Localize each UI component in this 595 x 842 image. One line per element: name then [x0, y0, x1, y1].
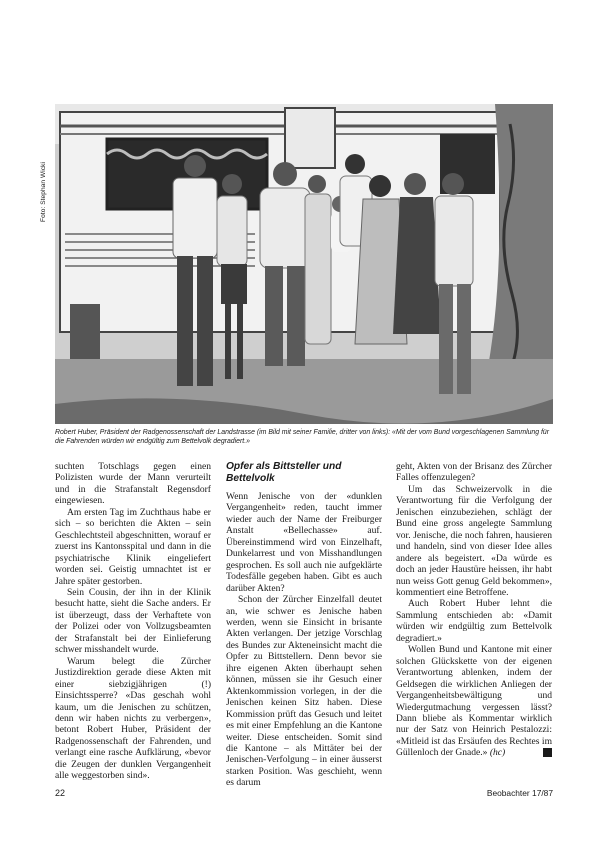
paragraph — [396, 644, 560, 759]
end-mark-icon: B — [543, 748, 552, 757]
article-column-3 — [396, 461, 560, 759]
paragraph: Wenn Jenische von der «dunklen Vergangenheit» reden, taucht immer wieder auch der Name der Freiburger Anstalt «Bellechasse» auf. Übereinstimmend wird von Einzelhaft, Dunkelarrest und von Misshandlungen gesprochen. Es soll auch nie aufgeklärte Todesfälle gegeben haben. Gibt es auch darüber Akten? — [226, 491, 382, 594]
photo-credit — [40, 104, 54, 224]
paragraph: Warum belegt die Zürcher Justizdirektion gerade diese Akten mit einer siebzigjährigen (!) Einsichtssperre? «Das geschah wohl kaum, um die Jenischen zu schützen, denn wir haben nichts zu verbergen», betont Robert Huber, Präsident der Radgenossenschaft der Fahrenden, und verlangt eine rasche Aufklärung, «bevor die Zeugen der dunklen Vergangenheit alle weggestorben sind». — [55, 655, 211, 782]
publication-info: Beobachter 17/87 — [486, 788, 553, 798]
paragraph: Am ersten Tag im Zuchthaus habe er sich – so berichten die Akten – sein Geschlechtsteil abgeschnitten, worauf er zuerst ins Kantonsspital und dann in die psychiatrische Klinik eingeliefert worden sei. Geistig umnachtet ist er Jahre später gestorben. — [55, 506, 211, 587]
paragraph: Auch Robert Huber lehnt die Sammlung entschieden ab: «Damit würden wir endgültig zum Bettelvolk degradiert.» — [396, 598, 552, 644]
paragraph: Schon der Zürcher Einzelfall deutet an, wie schwer es Jenische haben werden, wenn sie Einsicht in brisante Akten verlangen. Der jetzige Vorschlag des Bundes zur Akteneinsicht macht die Opfer zu Bittstellern. Denn bevor sie ihre eigenen Akten überhaupt sehen können, müssen sie ihr Gesuch einer Aktenkommission vorlegen, in der die Jenischen keinen Sitz haben. Diese Kommission prüft das Gesuch und leitet es mit einer Empfehlung an die Kantone weiter. Diese entscheiden. Somit sind die Kantone – als Mittäter bei der Jenischen-Verfolgung – in einer äusserst starken Position. Was geschieht, wenn es darum — [226, 594, 382, 789]
article-column-1 — [55, 461, 211, 782]
section-heading: Opfer als Bittsteller und Bettelvolk — [226, 461, 342, 484]
photo-credit-text: Foto: Stephan Wicki — [40, 161, 47, 222]
page-number: 22 — [55, 788, 66, 798]
author-tag: (hc) — [489, 747, 506, 759]
family-photo — [55, 104, 553, 424]
paragraph: Sein Cousin, der ihn in der Klinik besucht hatte, sieht die Sache anders. Er ist überzeugt, dass der Verhaftete von der Polizei oder von Vollzugsbeamten der Strafanstalt bei der Einlieferung schwer misshandelt wurde. — [55, 586, 211, 656]
paragraph-text: Wollen Bund und Kantone mit einer solchen Glückskette von der eigenen Verantwortung ablenken, indem der Geldsegen die wirklichen Anliegen der Vergangenheitsbewältigung und Wiedergutmachung vergessen lässt? Dann bliebe als Kommentar wirklich nur der Satz von Heinrich Pestalozzi: «Mitleid ist das Ersäufen des Rechtes im Güllenloch der Gnade.» — [396, 644, 552, 759]
photo-illustration — [55, 104, 553, 424]
paragraph: geht, Akten von der Brisanz des Zürcher Falles offenzulegen? — [396, 461, 552, 484]
photo-caption: Robert Huber, Präsident der Radgenossenschaft der Landstrasse (im Bild mit seiner Familie, dritter von links): «Mit der vom Bund vorgeschlagenen Sammlung für die Fahrenden würden wir endgültig zum Bettelvolk degradiert.» — [55, 429, 550, 446]
paragraph: suchten Totschlags gegen einen Polizisten wurde der Mann verurteilt und in die Strafanstalt Regensdorf eingewiesen. — [55, 461, 211, 507]
paragraph: Um das Schweizervolk in die Verantwortung für die Verfolgung der Jenischen einzubeziehen, schlägt der Bund eine gross angelegte Sammlung vor. Jenische, die noch fahren, hausieren und handeln, sind von dieser Idee alles andere als begeistert. «Da würde es doch an jeder Haustüre heissen, ihr habt nun weiss Gott genug Geld bekommen», kommentiert eine Betroffene. — [396, 483, 552, 598]
article-column-2 — [226, 461, 382, 789]
